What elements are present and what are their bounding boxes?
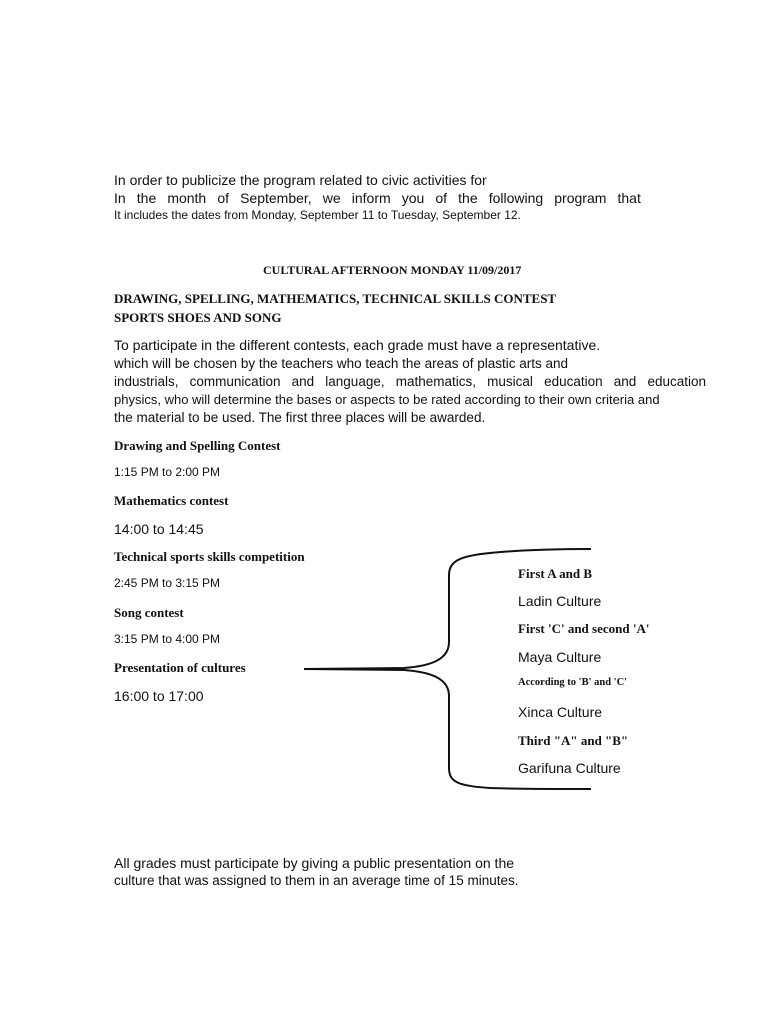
- culture-name: Ladin Culture: [518, 593, 602, 609]
- schedule-title: Technical sports skills competition: [114, 549, 305, 564]
- schedule-time: 2:45 PM to 3:15 PM: [114, 576, 221, 590]
- culture-name: Garifuna Culture: [518, 760, 621, 776]
- schedule-time: 3:15 PM to 4:00 PM: [114, 632, 221, 646]
- closing-line-2: culture that was assigned to them in an average time of 15 minutes.: [114, 873, 519, 888]
- participation-line-4: physics, who will determine the bases or aspects to be rated according to their own criteria and: [114, 392, 660, 407]
- closing-line-1: All grades must participate by giving a public presentation on the: [114, 855, 515, 871]
- word: we: [322, 190, 341, 206]
- word: mathematics,: [395, 374, 477, 389]
- culture-grades: According to 'B' and 'C': [518, 677, 628, 688]
- word: the: [136, 190, 157, 206]
- culture-grades: First A and B: [518, 566, 593, 581]
- word: of: [217, 190, 229, 206]
- word: you: [401, 190, 425, 206]
- schedule-time: 1:15 PM to 2:00 PM: [114, 465, 221, 479]
- word: September,: [240, 190, 312, 206]
- participation-line-2: which will be chosen by the teachers who teach the areas of plastic arts and: [114, 356, 569, 371]
- contest-title-line-2: SPORTS SHOES AND SONG: [114, 310, 282, 325]
- culture-grades: Third "A" and "B": [518, 733, 629, 748]
- culture-grades: First 'C' and second 'A': [518, 621, 650, 636]
- intro-line-3: It includes the dates from Monday, September 11 to Tuesday, September 12.: [114, 208, 521, 222]
- word: communication: [189, 374, 281, 389]
- word: following: [488, 190, 544, 206]
- participation-line-1: To participate in the different contests, each grade must have a representative.: [114, 337, 601, 353]
- word: education: [544, 374, 603, 389]
- page-heading: CULTURAL AFTERNOON MONDAY 11/09/2017: [263, 263, 522, 277]
- word: that: [617, 190, 641, 206]
- intro-line-1: In order to publicize the program related to civic activities for: [114, 172, 487, 188]
- schedule-time: 14:00 to 14:45: [114, 521, 204, 537]
- schedule-title: Song contest: [114, 605, 184, 620]
- culture-name: Xinca Culture: [518, 704, 603, 720]
- word: month: [167, 190, 207, 206]
- word: and: [291, 374, 315, 389]
- word: inform: [351, 190, 391, 206]
- word: program: [554, 190, 607, 206]
- participation-line-5: the material to be used. The first three places will be awarded.: [114, 410, 486, 425]
- schedule-title: Mathematics contest: [114, 493, 229, 508]
- schedule-title: Presentation of cultures: [114, 660, 246, 675]
- word: the: [458, 190, 478, 206]
- schedule-time: 16:00 to 17:00: [114, 688, 204, 704]
- word: language,: [325, 374, 385, 389]
- schedule-title: Drawing and Spelling Contest: [114, 438, 281, 453]
- culture-name: Maya Culture: [518, 649, 602, 665]
- word: industrials,: [114, 374, 179, 389]
- word: In: [114, 190, 126, 206]
- word: and: [613, 374, 637, 389]
- word: musical: [487, 374, 533, 389]
- word: of: [435, 190, 448, 206]
- contest-title-line-1: DRAWING, SPELLING, MATHEMATICS, TECHNICAL SKILLS CONTEST: [114, 291, 557, 306]
- word: education: [647, 374, 706, 389]
